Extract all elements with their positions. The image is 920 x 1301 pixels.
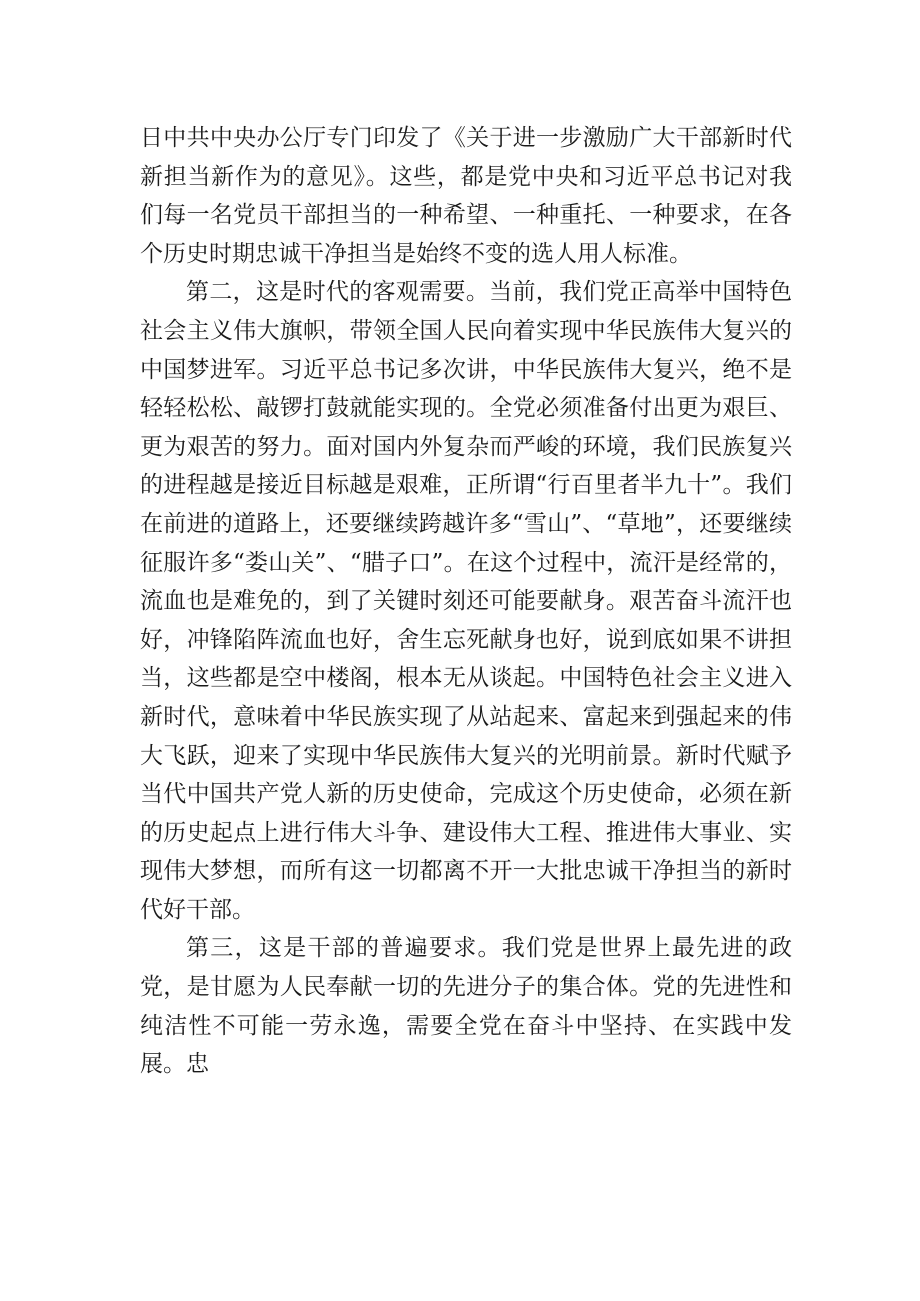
paragraph-second-point: 第二，这是时代的客观需要。当前，我们党正高举中国特色社会主义伟大旗帜，带领全国人民向着实现中华民族伟大复兴的中国梦进军。习近平总书记多次讲，中华民族伟大复兴，绝不是轻轻松松、敲锣打鼓就能实现的。全党必须准备付出更为艰巨、更为艰苦的努力。面对国内外复杂而严峻的环境，我们民族复兴的进程越是接近目标越是艰难，正所谓“行百里者半九十”。我们在前进的道路上，还要继续跨越许多“雪山”、“草地”，还要继续征服许多“娄山关”、“腊子口”。在这个过程中，流汗是经常的，流血也是难免的，到了关键时刻还可能要献身。艰苦奋斗流汗也好，冲锋陷阵流血也好，舍生忘死献身也好，说到底如果不讲担当，这些都是空中楼阁，根本无从谈起。中国特色社会主义进入新时代，意味着中华民族实现了从站起来、富起来到强起来的伟大飞跃，迎来了实现中华民族伟大复兴的光明前景。新时代赋予当代中国共产党人新的历史使命，完成这个历史使命，必须在新的历史起点上进行伟大斗争、建设伟大工程、推进伟大事业、实现伟大梦想，而所有这一切都离不开一大批忠诚干净担当的新时代好干部。 (140, 279, 792, 923)
paragraph-third-point: 第三，这是干部的普遍要求。我们党是世界上最先进的政党，是甘愿为人民奉献一切的先进分子的集合体。党的先进性和纯洁性不可能一劳永逸，需要全党在奋斗中坚持、在实践中发展。忠 (140, 935, 792, 1078)
paragraph-continuation: 日中共中央办公厅专门印发了《关于进一步激励广大干部新时代新担当新作为的意见》。这些，都是党中央和习近平总书记对我们每一名党员干部担当的一种希望、一种重托、一种要求，在各个历史时期忠诚干净担当是始终不变的选人用人标准。 (140, 125, 792, 267)
document-body (140, 119, 792, 1084)
